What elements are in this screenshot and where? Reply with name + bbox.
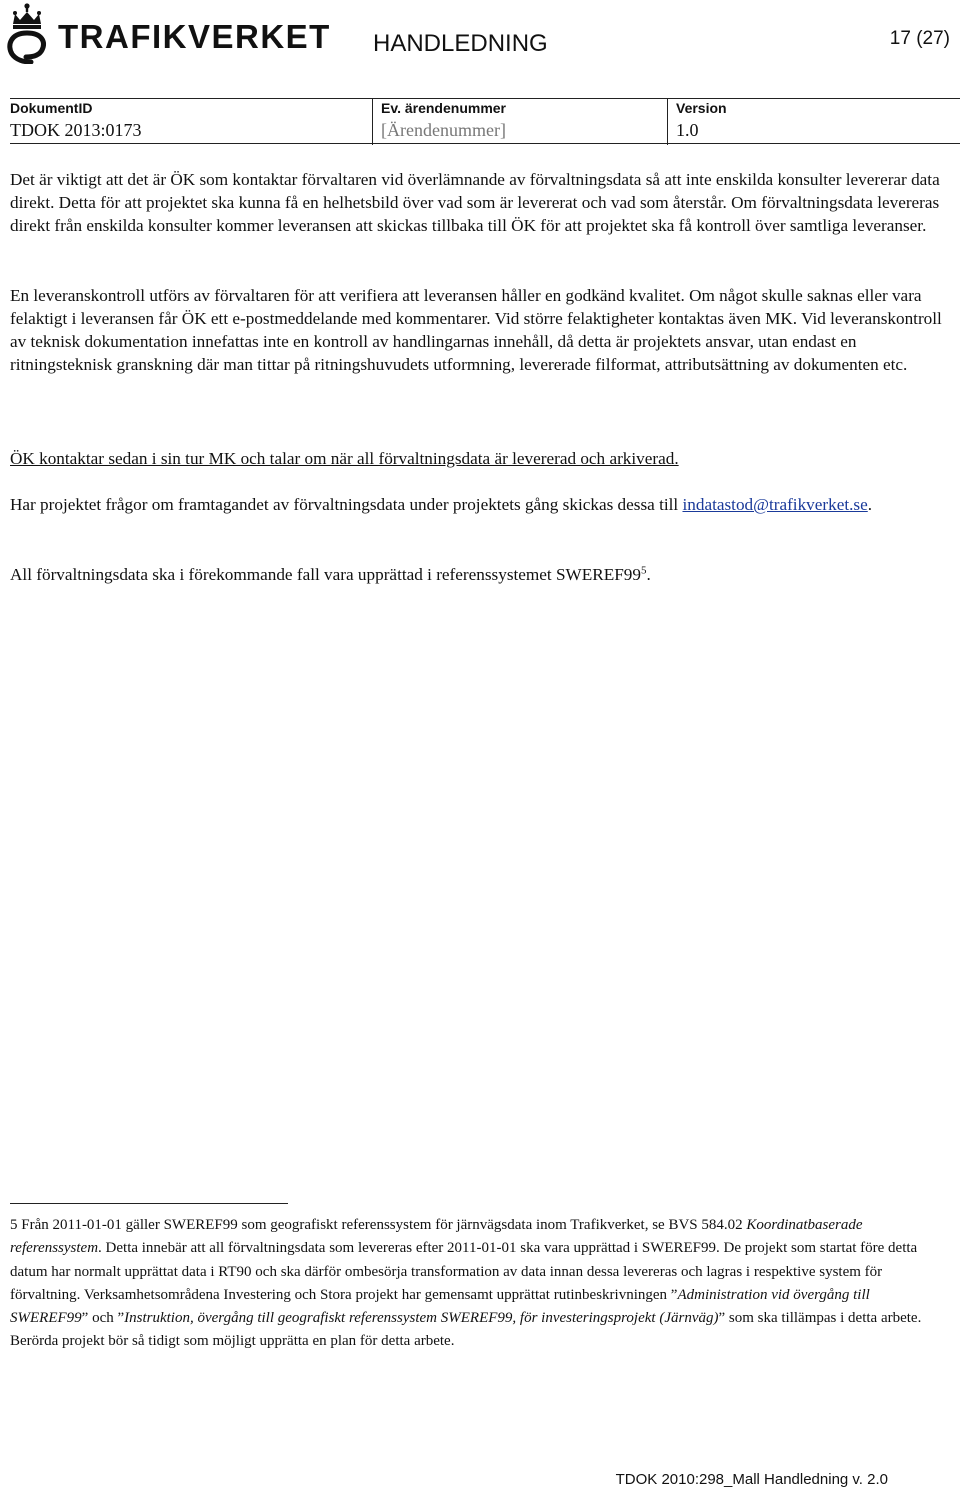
page-header — [0, 0, 960, 100]
paragraph-4 — [10, 493, 955, 516]
footnote — [10, 1214, 940, 1354]
footnote-italic-1: Koordinatbaserade referenssystem — [10, 1217, 863, 1257]
footnote-italic-2: Administration vid övergång till SWEREF99 — [10, 1286, 870, 1327]
page-footer: TDOK 2010:298_Mall Handledning v. 2.0 — [615, 1471, 888, 1488]
document-type: HANDLEDNING — [373, 30, 548, 57]
version-label: Version — [676, 100, 727, 116]
support-email-link[interactable]: indatastod@trafikverket.se — [682, 495, 868, 514]
case-cell — [372, 99, 507, 145]
footnote-reference[interactable]: 5 — [640, 564, 647, 577]
footnote-part-7: ” som ska tillämpas i detta arbete. Berörda projekt bör så tidigt som möjligt upprätta en plan för detta arbete. — [10, 1310, 922, 1350]
version-cell — [667, 99, 960, 145]
case-value: [Ärendenummer] — [381, 120, 506, 140]
footnote-separator — [10, 1203, 288, 1204]
metadata-divider — [10, 143, 960, 144]
version-value: 1.0 — [676, 120, 699, 140]
footnote-part-1: Från 2011-01-01 gäller SWEREF99 som geografiskt referenssystem för järnvägsdata inom Trafikverket, se BVS 584.02 — [17, 1217, 743, 1233]
footnote-part-5: ” och ” — [81, 1310, 125, 1327]
paragraph-4-text: Har projektet frågor om framtagandet av förvaltningsdata under projektets gång skickas dessa till — [10, 495, 679, 514]
footnote-number: 5 — [10, 1217, 18, 1233]
metadata-table — [10, 98, 960, 145]
footnote-italic-3: Instruktion, övergång till geografiskt referenssystem SWEREF99, för investeringsprojekt (Järnväg) — [124, 1310, 719, 1327]
brand-wordmark: TRAFIKVERKET — [58, 18, 331, 55]
paragraph-5-text: All förvaltningsdata ska i förekommande fall vara upprättad i referenssystemet SWEREF99 — [10, 565, 641, 584]
paragraph-2: En leveranskontroll utförs av förvaltaren för att verifiera att leveransen håller en godkänd kvalitet. Om något skulle saknas eller vara felaktigt i leveransen får ÖK ett e-postmeddelande med kommentarer. Vid större felaktigheter kontaktas även MK. Vid leveranskontroll av teknisk dokumentation innefattas inte en kontroll av handlingarnas innehåll, då detta är projektets ansvar, utan endast en ritningsteknisk granskning där man tittar på ritningshuvudets utformning, levererade filformat, attributsättning av dokumenten etc. — [10, 286, 942, 374]
crown-icon — [4, 2, 50, 64]
paragraph-5-end: . — [646, 565, 651, 584]
paragraph-4-end: . — [867, 495, 873, 514]
case-label: Ev. ärendenummer — [381, 100, 507, 116]
paragraph-3: ÖK kontaktar sedan i sin tur MK och talar om när all förvaltningsdata är levererad och arkiverad. — [10, 449, 679, 468]
paragraph-5 — [10, 563, 955, 586]
docid-label: DokumentID — [10, 100, 93, 116]
trafikverket-logo — [4, 2, 331, 66]
footnote-text — [10, 1214, 940, 1354]
paragraph-1: Det är viktigt att det är ÖK som kontaktar förvaltaren vid överlämnande av förvaltningsdata så att inte enskilda konsulter levererar data direkt. Detta för att projektet ska kunna få en helhetsbild över vad som är levererat och vad som återstår. Om förvaltningsdata levereras direkt från enskilda konsulter kommer leveransen att skickas tillbaka till ÖK för att projektet ska få kontroll över samtliga leveranser. — [10, 170, 940, 235]
page-number: 17 (27) — [889, 28, 950, 49]
footnote-part-3: . Detta innebär att all förvaltningsdata som levereras efter 2011-01-01 ska vara upprättad i SWEREF99. De projekt som startat före detta datum har normalt upprättat data i RT90 och ska därför ombesörja transformation av data innan dessa levereras och lagras i respektive system för förvaltning. Verksamhetsområdena Investering och Stora projekt har gemensamt upprättat rutinbeskrivningen ” — [10, 1240, 918, 1303]
docid-value: TDOK 2013:0173 — [10, 120, 142, 140]
docid-cell — [10, 99, 372, 145]
